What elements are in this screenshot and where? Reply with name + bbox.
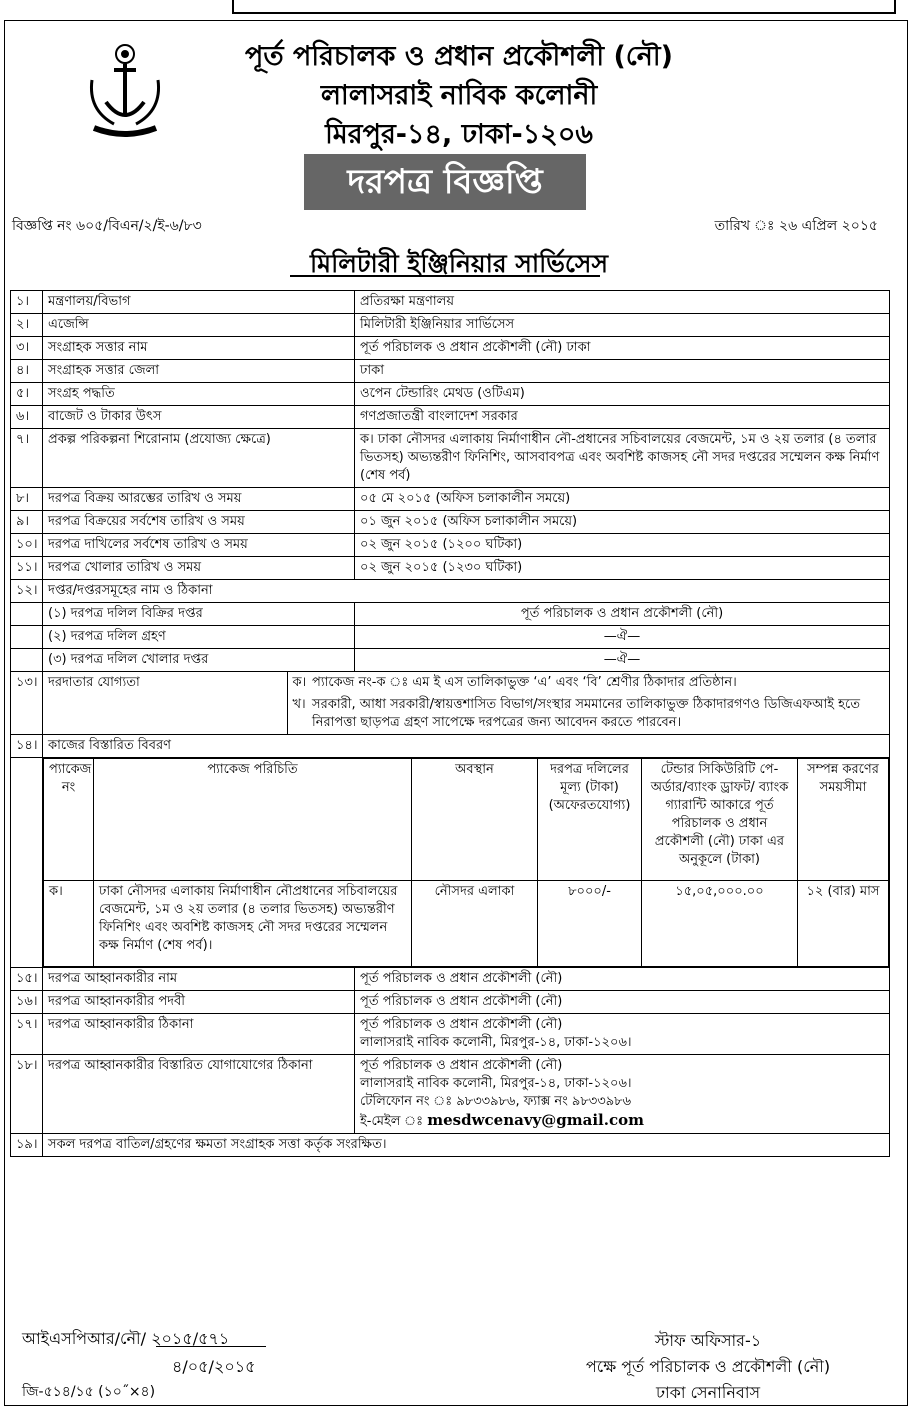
table-row xyxy=(11,360,890,383)
table-row xyxy=(11,314,890,337)
row-number: ১৯। xyxy=(11,1134,43,1157)
row-number: ১২। xyxy=(11,580,43,603)
table-row xyxy=(11,626,890,649)
tender-table xyxy=(10,290,890,1157)
reference-number: বিজ্ঞপ্তি নং ৬০৫/বিএন/২/ই-৬/৮৩ xyxy=(12,218,202,234)
row-number: ৪। xyxy=(11,360,43,383)
row-value: মিলিটারী ইঞ্জিনিয়ার সার্ভিসেস xyxy=(355,314,890,337)
row-label: দরপত্র খোলার তারিখ ও সময় xyxy=(43,557,355,580)
table-row xyxy=(11,429,890,488)
row-number: ১১। xyxy=(11,557,43,580)
notice-date: তারিখ ঃ ২৬ এপ্রিল ২০১৫ xyxy=(714,218,878,234)
row-number: ১৬। xyxy=(11,991,43,1014)
eligibility-mark: ক। xyxy=(292,675,307,690)
table-row xyxy=(11,603,890,626)
office-name-line3: মিরপুর-১৪, ঢাকা-১২০৬ xyxy=(325,119,593,150)
package-header: দরপত্র দলিলের মূল্য (টাকা) (অফেরতযোগ্য) xyxy=(538,759,642,881)
row-value: ০২ জুন ২০১৫ (১২০০ ঘটিকা) xyxy=(355,534,890,557)
row-label: দরপত্র আহ্বানকারীর পদবী xyxy=(43,991,355,1014)
table-row xyxy=(11,534,890,557)
row-label: দরদাতার যোগ্যতা xyxy=(43,672,287,734)
row-number: ১৮। xyxy=(11,1055,43,1134)
email-label: ই-মেইল ঃ xyxy=(360,1114,424,1129)
office-sub-value: পূর্ত পরিচালক ও প্রধান প্রকৌশলী (নৌ) xyxy=(355,603,890,626)
table-row xyxy=(11,649,890,672)
row-number: ১৭। xyxy=(11,1014,43,1055)
row-label: সংগ্রাহক সত্তার জেলা xyxy=(43,360,355,383)
eligibility-mark: খ। xyxy=(292,697,306,712)
row-number: ১৪। xyxy=(11,735,43,758)
office-name-line1: পূর্ত পরিচালক ও প্রধান প্রকৌশলী (নৌ) xyxy=(245,41,673,72)
row-label: সংগ্রাহক সত্তার নাম xyxy=(43,337,355,360)
row-label: প্রকল্প পরিকল্পনা শিরোনাম (প্রযোজ্য ক্ষেত্রে) xyxy=(43,429,355,488)
top-clipped-box xyxy=(232,0,896,14)
row-number: ১০। xyxy=(11,534,43,557)
row-label: সংগ্রহ পদ্ধতি xyxy=(43,383,355,406)
table-row xyxy=(11,991,890,1014)
contact-email-line xyxy=(360,1111,884,1131)
row-value: ঢাকা xyxy=(355,360,890,383)
ispr-date: ৪/০৫/২০১৫ xyxy=(172,1357,256,1376)
row-label: কাজের বিস্তারিত বিবরণ xyxy=(43,735,890,758)
row-value: পূর্ত পরিচালক ও প্রধান প্রকৌশলী (নৌ) ঢাকা xyxy=(355,337,890,360)
row-number: ৯। xyxy=(11,511,43,534)
table-row xyxy=(11,291,890,314)
row-label: দরপত্র আহ্বানকারীর নাম xyxy=(43,968,355,991)
row-value: ০৫ মে ২০১৫ (অফিস চলাকালীন সময়ে) xyxy=(355,488,890,511)
table-row xyxy=(11,557,890,580)
signer-title: স্টাফ অফিসার-১ xyxy=(654,1331,762,1350)
section-subtitle: মিলিটারী ইঞ্জিনিয়ার সার্ভিসেস xyxy=(310,249,608,278)
package-number: ক। xyxy=(44,881,94,967)
table-row xyxy=(11,383,890,406)
notice-title: দরপত্র বিজ্ঞপ্তি xyxy=(304,154,586,210)
table-row xyxy=(11,337,890,360)
row-value: ক। ঢাকা নৌসদর এলাকায় নির্মাণাধীন নৌ-প্রধানের সচিবালয়ের বেজমেন্ট, ১ম ও ২য় তলার (৪ তলার ভিতসহ) অভ্যন্তরীণ ফিনিশিং, আসবাবপত্র এবং অবশিষ্ট কাজসহ নৌ সদর দপ্তরের সম্মেলন কক্ষ নির্মাণ (শেষ পর্ব) xyxy=(355,429,890,488)
table-row xyxy=(11,488,890,511)
contact-line: লালাসরাই নাবিক কলোনী, মিরপুর-১৪, ঢাকা-১২০৬। xyxy=(360,1076,632,1091)
row-number: ৬। xyxy=(11,406,43,429)
row-label: দরপত্র আহ্বানকারীর ঠিকানা xyxy=(43,1014,355,1055)
office-sub-value: —ঐ— xyxy=(355,649,890,672)
table-row xyxy=(11,406,890,429)
row-number: ১৩। xyxy=(11,672,43,735)
contact-phone: টেলিফোন নং ঃ ৯৮৩৩৯৮৬, ফ্যাক্স নং ৯৮৩৩৯৮৬ xyxy=(360,1094,632,1109)
eligibility-table xyxy=(43,672,889,734)
package-header: প্যাকেজ নং xyxy=(44,759,94,881)
package-price: ৮০০০/- xyxy=(538,881,642,967)
row-value: গণপ্রজাতন্ত্রী বাংলাদেশ সরকার xyxy=(355,406,890,429)
row-number: ৩। xyxy=(11,337,43,360)
package-location: নৌসদর এলাকা xyxy=(412,881,538,967)
row-label: দপ্তর/দপ্তরসমূহের নাম ও ঠিকানা xyxy=(43,580,890,603)
row-label: বাজেট ও টাকার উৎস xyxy=(43,406,355,429)
office-sub-label: (২) দরপত্র দলিল গ্রহণ xyxy=(43,626,355,649)
row-label: দরপত্র আহ্বানকারীর বিস্তারিত যোগাযোগের ঠিকানা xyxy=(43,1055,355,1134)
table-row xyxy=(11,672,890,735)
table-row xyxy=(11,1134,890,1157)
contact-line: পূর্ত পরিচালক ও প্রধান প্রকৌশলী (নৌ) xyxy=(360,1058,563,1073)
table-row xyxy=(11,1055,890,1134)
package-security: ১৫,০৫,০০০.০০ xyxy=(642,881,798,967)
package-time: ১২ (বার) মাস xyxy=(798,881,889,967)
ispr-line xyxy=(22,1326,229,1353)
office-name-line2: লালাসরাই নাবিক কলোনী xyxy=(320,80,598,111)
table-row xyxy=(11,758,890,968)
row-value: ০১ জুন ২০১৫ (অফিস চলাকালীন সময়ে) xyxy=(355,511,890,534)
row-label: মন্ত্রণালয়/বিভাগ xyxy=(43,291,355,314)
row-number: ৮। xyxy=(11,488,43,511)
eligibility-text: সরকারী, আধা সরকারী/স্বায়ত্তশাসিত বিভাগ/সংস্থার সমমানের তালিকাভুক্ত ঠিকাদারগণও ডিজিএফআই হতে নিরাপত্তা ছাড়পত্র গ্রহণ সাপেক্ষে দরপত্রের জন্য আবেদন করতে পারবেন। xyxy=(312,697,860,730)
office-sub-label: (৩) দরপত্র দলিল খোলার দপ্তর xyxy=(43,649,355,672)
row-label: সকল দরপত্র বাতিল/গ্রহণের ক্ষমতা সংগ্রাহক সত্তা কর্তৃক সংরক্ষিত। xyxy=(43,1134,890,1157)
package-header: প্যাকেজ পরিচিতি xyxy=(94,759,412,881)
table-row xyxy=(11,580,890,603)
g-number: জি-৫১৪/১৫ (১০˝×৪) xyxy=(22,1384,156,1400)
package-table xyxy=(43,758,889,967)
ispr-number: ২০১৫/৫৭১ xyxy=(151,1329,230,1348)
package-header: অবস্থান xyxy=(412,759,538,881)
eligibility-text: প্যাকেজ নং-ক ঃ এম ই এস তালিকাভুক্ত ‘এ’ এবং ‘বি’ শ্রেণীর ঠিকাদার প্রতিষ্ঠান। xyxy=(312,675,737,690)
address-line: পূর্ত পরিচালক ও প্রধান প্রকৌশলী (নৌ) xyxy=(360,1017,563,1032)
signer-location: ঢাকা সেনানিবাস xyxy=(655,1383,761,1402)
row-number: ২। xyxy=(11,314,43,337)
package-description: ঢাকা নৌসদর এলাকায় নির্মাণাধীন নৌপ্রধানের সচিবালয়ের বেজমেন্ট, ১ম ও ২য় তলার (৪ তলার ভিতসহ) অভ্যন্তরীণ ফিনিশিং এবং অবশিষ্ট কাজসহ নৌ সদর দপ্তরের সম্মেলন কক্ষ নির্মাণ (শেষ পর্ব)। xyxy=(94,881,412,967)
row-number: ৫। xyxy=(11,383,43,406)
table-row xyxy=(11,968,890,991)
package-header: টেন্ডার সিকিউরিটি পে-অর্ডার/ব্যাংক ড্রাফট/ ব্যাংক গ্যারান্টি আকারে পূর্ত পরিচালক ও প্রধান প্রকৌশলী (নৌ) ঢাকা এর অনুকূলে (টাকা) xyxy=(642,759,798,881)
row-value: ওপেন টেন্ডারিং মেথড (ওটিএম) xyxy=(355,383,890,406)
signer-office: পক্ষে পূর্ত পরিচালক ও প্রকৌশলী (নৌ) xyxy=(585,1357,831,1376)
row-number: ১৫। xyxy=(11,968,43,991)
address-line: লালাসরাই নাবিক কলোনী, মিরপুর-১৪, ঢাকা-১২০৬। xyxy=(360,1035,632,1050)
table-row xyxy=(11,735,890,758)
subtitle-underline xyxy=(290,275,600,277)
row-value: পূর্ত পরিচালক ও প্রধান প্রকৌশলী (নৌ) xyxy=(355,968,890,991)
table-row xyxy=(11,511,890,534)
office-sub-label: (১) দরপত্র দলিল বিক্রির দপ্তর xyxy=(43,603,355,626)
contact-email: mesdwcenavy@gmail.com xyxy=(427,1111,644,1129)
package-header: সম্পন্ন করণের সময়সীমা xyxy=(798,759,889,881)
ispr-underline xyxy=(156,1346,266,1347)
row-number: ৭। xyxy=(11,429,43,488)
row-number: ১। xyxy=(11,291,43,314)
ispr-prefix: আইএসপিআর/নৌ/ xyxy=(22,1329,147,1348)
row-label: দরপত্র বিক্রয় আরম্ভের তারিখ ও সময় xyxy=(43,488,355,511)
row-value: প্রতিরক্ষা মন্ত্রণালয় xyxy=(355,291,890,314)
row-label: দরপত্র দাখিলের সর্বশেষ তারিখ ও সময় xyxy=(43,534,355,557)
row-label: দরপত্র বিক্রয়ের সর্বশেষ তারিখ ও সময় xyxy=(43,511,355,534)
office-sub-value: —ঐ— xyxy=(355,626,890,649)
row-value: ০২ জুন ২০১৫ (১২৩০ ঘটিকা) xyxy=(355,557,890,580)
table-row xyxy=(11,1014,890,1055)
row-label: এজেন্সি xyxy=(43,314,355,337)
row-value: পূর্ত পরিচালক ও প্রধান প্রকৌশলী (নৌ) xyxy=(355,991,890,1014)
